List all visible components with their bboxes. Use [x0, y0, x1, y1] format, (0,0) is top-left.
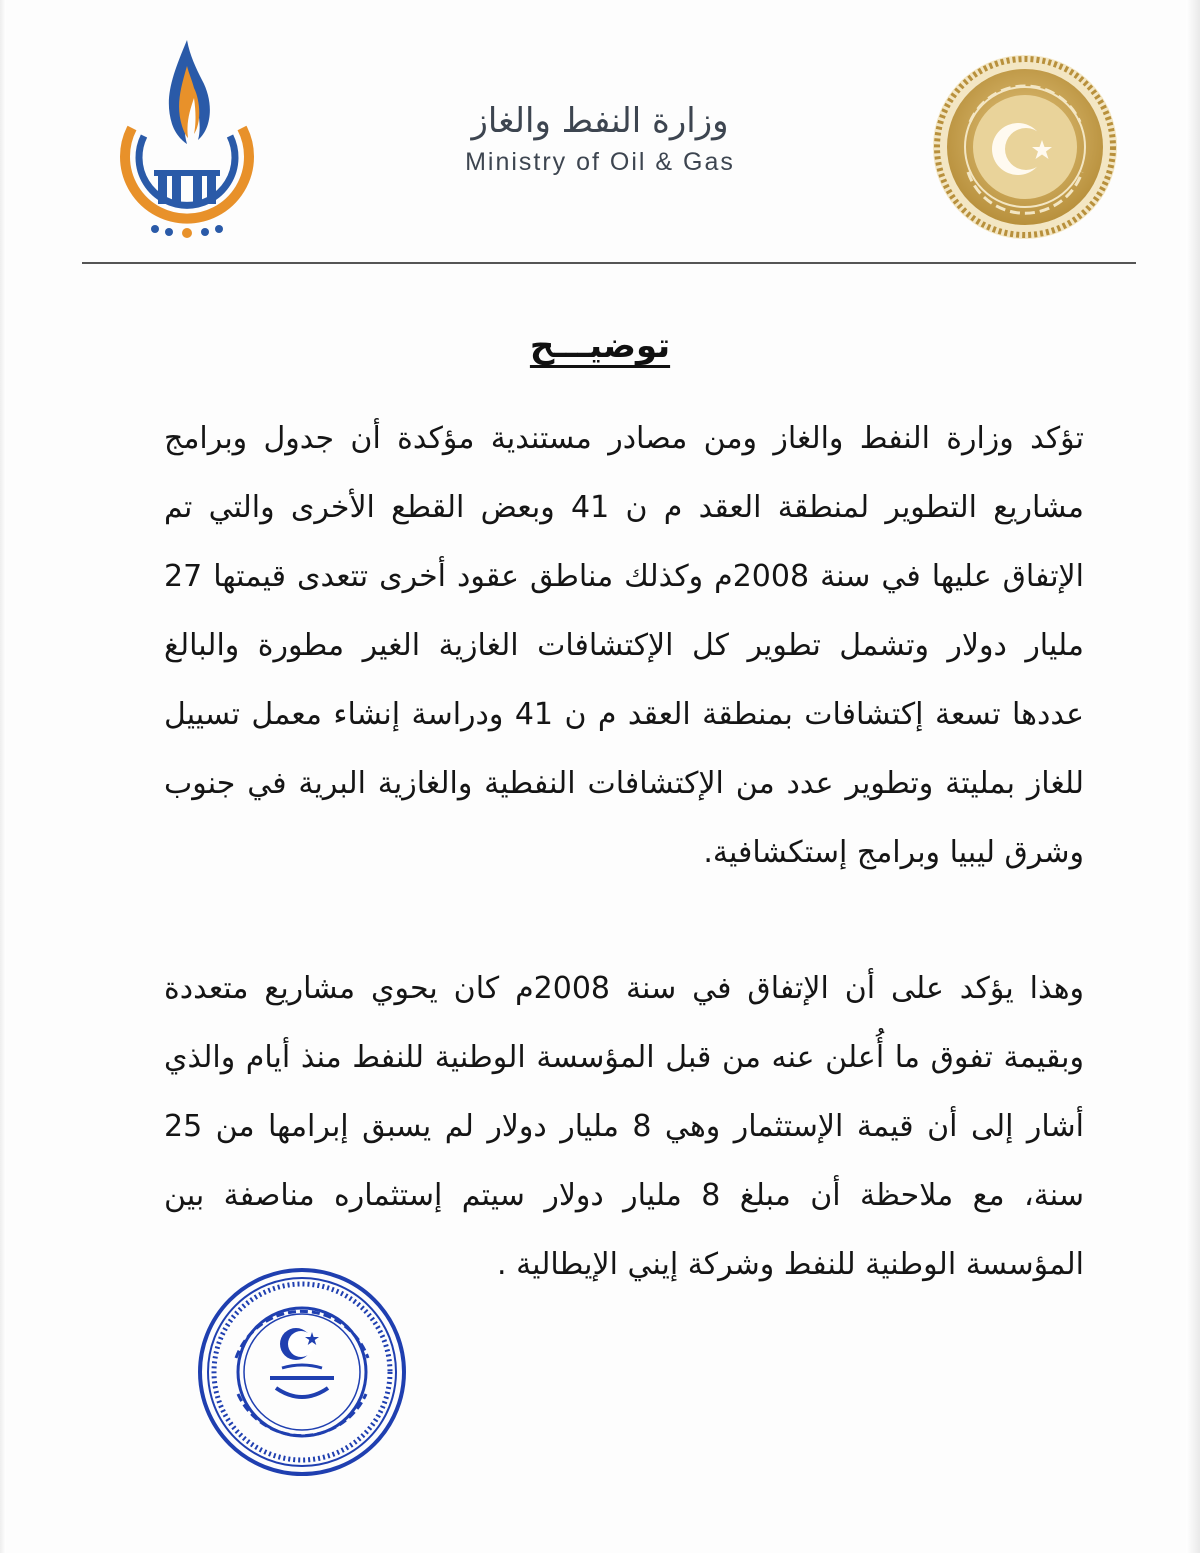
paragraph-1: تؤكد وزارة النفط والغاز ومن مصادر مستندية مؤكدة أن جدول وبرامج مشاريع التطوير لمنطقة العقد م ن 41 وبعض القطع الأخرى والتي تم الإتفاق عليها في سنة 2008م وكذلك مناطق عقود أخرى تتعدى قيمتها 27 مليار دولار وتشمل تطوير كل الإكتشافات الغازية الغير مطورة والبالغ عددها تسعة إكتشافات بمنطقة العقد م ن 41 ودراسة إنشاء معمل تسييل للغاز بمليتة وتطوير عدد من الإكتشافات النفطية والغازية البرية في جنوب وشرق ليبيا وبرامج إستكشافية.	[164, 421, 1084, 870]
document-title: توضيـــح	[529, 326, 671, 366]
libya-crescent-star-seal-icon	[930, 52, 1120, 242]
ministry-name-arabic: وزارة النفط والغاز	[471, 101, 729, 141]
header-divider	[82, 262, 1136, 264]
paragraph-2: وهذا يؤكد على أن الإتفاق في سنة 2008م كان يحوي مشاريع متعددة وبقيمة تفوق ما أُعلن عنه من قبل المؤسسة الوطنية للنفط منذ أيام والذي أشار إلى أن قيمة الإستثمار وهي 8 مليار دولار لم يسبق إبرامها من 25 سنة، مع ملاحظة أن مبلغ 8 مليار دولار سيتم إستثماره مناصفة بين المؤسسة الوطنية للنفط وشركة إيني الإيطالية .	[164, 971, 1085, 1282]
scan-edge-left	[0, 0, 6, 1553]
minister-stamp-icon	[196, 1266, 408, 1478]
ministry-header	[400, 100, 800, 178]
scan-edge-right	[1186, 0, 1200, 1553]
ministry-name-english: Ministry of Oil & Gas	[465, 148, 735, 176]
ministry-logo-icon	[102, 36, 272, 246]
